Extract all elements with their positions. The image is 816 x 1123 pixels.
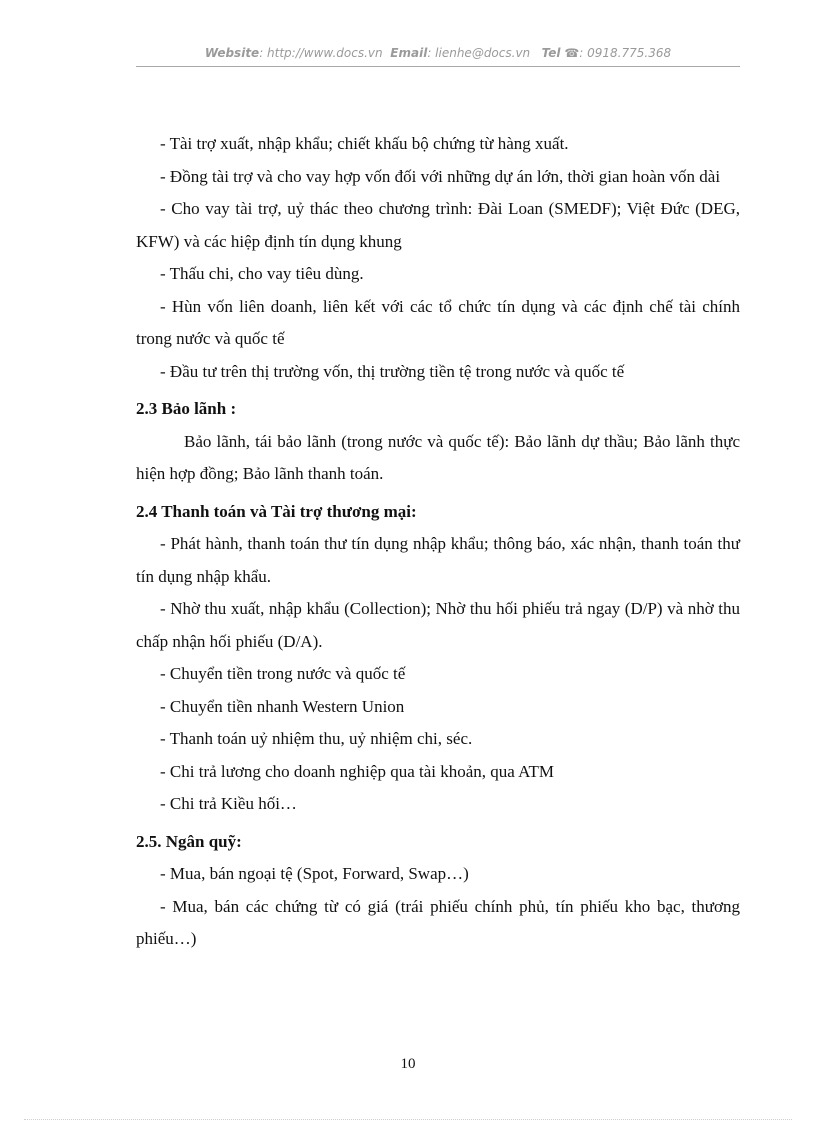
section-heading: 2.4 Thanh toán và Tài trợ thương mại: bbox=[136, 501, 417, 521]
page-header bbox=[136, 46, 740, 60]
paragraph: Bảo lãnh, tái bảo lãnh (trong nước và quốc tế): Bảo lãnh dự thầu; Bảo lãnh thực hiện hợp đồng; Bảo lãnh thanh toán. bbox=[136, 431, 740, 483]
paragraph: - Đồng tài trợ và cho vay hợp vốn đối với những dự án lớn, thời gian hoàn vốn dài bbox=[160, 166, 721, 186]
page-number: 10 bbox=[400, 1056, 416, 1072]
document-body bbox=[136, 128, 740, 956]
paragraph: - Hùn vốn liên doanh, liên kết với các tổ chức tín dụng và các định chế tài chính trong nước và quốc tế bbox=[136, 296, 740, 348]
website-label: Website bbox=[204, 46, 260, 60]
paragraph: - Nhờ thu xuất, nhập khẩu (Collection); Nhờ thu hối phiếu trả ngay (D/P) và nhờ thu chấp nhận hối phiếu (D/A). bbox=[136, 599, 740, 651]
paragraph: - Mua, bán ngoại tệ (Spot, Forward, Swap…) bbox=[160, 864, 469, 883]
email-label: Email bbox=[390, 46, 428, 60]
tel-value: : 0918.775.368 bbox=[579, 46, 672, 60]
paragraph: - Cho vay tài trợ, uỷ thác theo chương trình: Đài Loan (SMEDF); Việt Đức (DEG, KFW) và các hiệp định tín dụng khung bbox=[136, 199, 740, 251]
website-value: : http://www.docs.vn bbox=[259, 46, 383, 60]
section-heading: 2.5. Ngân quỹ: bbox=[136, 831, 242, 851]
paragraph: - Tài trợ xuất, nhập khẩu; chiết khấu bộ chứng từ hàng xuất. bbox=[160, 134, 569, 153]
page-bottom-border bbox=[24, 1119, 792, 1120]
paragraph: - Thanh toán uỷ nhiệm thu, uỷ nhiệm chi, séc. bbox=[160, 729, 473, 748]
phone-icon: ☎ bbox=[564, 46, 580, 60]
paragraph: - Chi trả Kiều hối… bbox=[160, 794, 297, 813]
header-divider bbox=[136, 66, 740, 67]
section-heading: 2.3 Bảo lãnh : bbox=[136, 399, 237, 418]
paragraph: - Mua, bán các chứng từ có giá (trái phiếu chính phủ, tín phiếu kho bạc, thương phiếu…) bbox=[136, 896, 740, 948]
paragraph: - Chi trả lương cho doanh nghiệp qua tài khoản, qua ATM bbox=[160, 761, 555, 781]
paragraph: - Thấu chi, cho vay tiêu dùng. bbox=[160, 264, 364, 283]
paragraph: - Đầu tư trên thị trường vốn, thị trường tiền tệ trong nước và quốc tế bbox=[160, 361, 625, 381]
paragraph: - Chuyển tiền nhanh Western Union bbox=[160, 696, 405, 716]
email-value: : lienhe@docs.vn bbox=[427, 46, 531, 60]
paragraph: - Chuyển tiền trong nước và quốc tế bbox=[160, 664, 406, 683]
tel-label: Tel bbox=[541, 46, 561, 60]
paragraph: - Phát hành, thanh toán thư tín dụng nhập khẩu; thông báo, xác nhận, thanh toán thư tín dụng nhập khẩu. bbox=[136, 534, 740, 586]
